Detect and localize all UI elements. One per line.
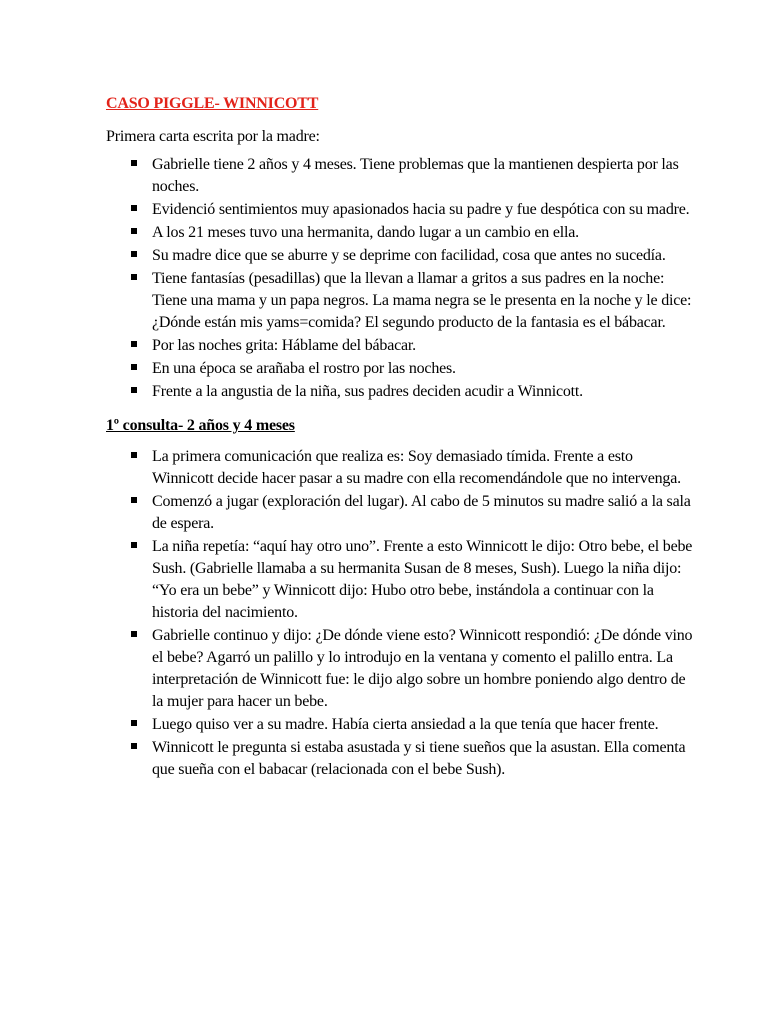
list-item (106, 245, 696, 267)
square-bullet-icon (131, 631, 137, 637)
list-item (106, 154, 696, 198)
bullet-list-letter (106, 154, 696, 403)
square-bullet-icon (131, 364, 137, 370)
intro-text: Primera carta escrita por la madre: (106, 128, 320, 145)
square-bullet-icon (131, 251, 137, 257)
list-item (106, 446, 696, 490)
square-bullet-icon (131, 274, 137, 280)
list-item (106, 714, 696, 736)
square-bullet-icon (131, 205, 137, 211)
list-item-text: Gabrielle tiene 2 años y 4 meses. Tiene problemas que la mantienen despierta por las noches. (152, 156, 679, 195)
square-bullet-icon (131, 160, 137, 166)
list-item-text: Su madre dice que se aburre y se deprime con facilidad, cosa que antes no sucedía. (152, 247, 666, 264)
list-item-text: Winnicott le pregunta si estaba asustada y si tiene sueños que la asustan. Ella comenta que sueña con el babacar (relacionada con el bebe Sush). (152, 739, 686, 778)
list-item (106, 737, 696, 781)
bullet-list-consulta (106, 446, 696, 781)
list-item-text: Frente a la angustia de la niña, sus padres deciden acudir a Winnicott. (152, 383, 583, 400)
list-item-text: En una época se arañaba el rostro por las noches. (152, 360, 456, 377)
list-item-text: A los 21 meses tuvo una hermanita, dando lugar a un cambio en ella. (152, 224, 579, 241)
list-item (106, 491, 696, 535)
list-item-text: La primera comunicación que realiza es: Soy demasiado tímida. Frente a esto Winnicott decide hacer pasar a su madre con ella recomendándole que no intervenga. (152, 448, 681, 487)
square-bullet-icon (131, 720, 137, 726)
list-item (106, 625, 696, 713)
list-item (106, 222, 696, 244)
list-item (106, 536, 696, 624)
document-page (106, 93, 696, 782)
list-item-text: Comenzó a jugar (exploración del lugar). Al cabo de 5 minutos su madre salió a la sala de espera. (152, 493, 691, 532)
list-item-text: Por las noches grita: Háblame del bábacar. (152, 337, 416, 354)
list-item-text: Gabrielle continuo y dijo: ¿De dónde viene esto? Winnicott respondió: ¿De dónde vino el bebe? Agarró un palillo y lo introdujo en la ventana y comento el palillo entra. La interpretación de Winnicott fue: le dijo algo sobre un hombre poniendo algo dentro de la mujer para hacer un bebe. (152, 627, 693, 710)
square-bullet-icon (131, 387, 137, 393)
square-bullet-icon (131, 228, 137, 234)
list-item (106, 358, 696, 380)
list-item (106, 199, 696, 221)
square-bullet-icon (131, 743, 137, 749)
square-bullet-icon (131, 341, 137, 347)
document-title: CASO PIGGLE- WINNICOTT (106, 95, 319, 112)
list-item (106, 381, 696, 403)
list-item-text: Evidenció sentimientos muy apasionados hacia su padre y fue despótica con su madre. (152, 201, 690, 218)
list-item-text: Tiene fantasías (pesadillas) que la llevan a llamar a gritos a sus padres en la noche: Tiene una mama y un papa negros. La mama negra se le presenta en la noche y le dice: ¿Dónde están mis yams=comida? El segundo producto de la fantasia es el bábacar. (152, 270, 692, 331)
list-item (106, 335, 696, 357)
list-item-text: La niña repetía: “aquí hay otro uno”. Frente a esto Winnicott le dijo: Otro bebe, el bebe Sush. (Gabrielle llamaba a su hermanita Susan de 8 meses, Sush). Luego la niña dijo: “Yo era un bebe” y Winnicott dijo: Hubo otro bebe, instándola a continuar con la historia del nacimiento. (152, 538, 693, 621)
list-item (106, 268, 696, 334)
section-title: 1º consulta- 2 años y 4 meses (106, 417, 295, 434)
list-item-text: Luego quiso ver a su madre. Había cierta ansiedad a la que tenía que hacer frente. (152, 716, 659, 733)
square-bullet-icon (131, 452, 137, 458)
square-bullet-icon (131, 542, 137, 548)
square-bullet-icon (131, 497, 137, 503)
